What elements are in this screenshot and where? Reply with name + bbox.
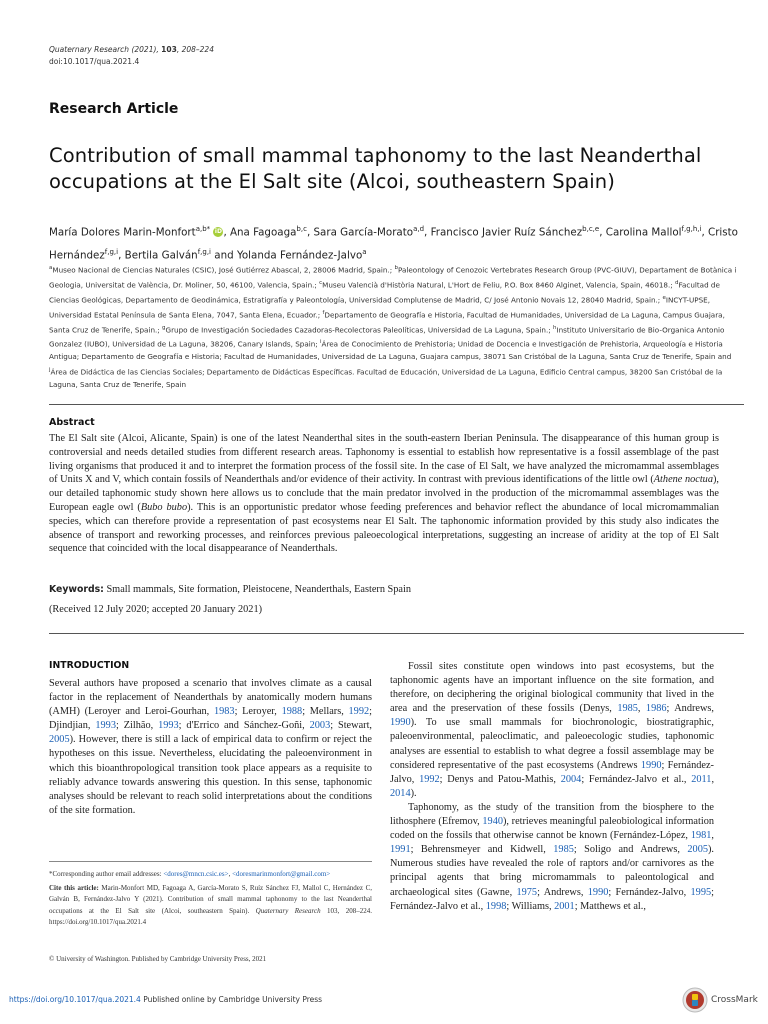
footer-doi-link[interactable]: https://doi.org/10.1017/qua.2021.4 bbox=[9, 995, 141, 1004]
affiliation-mark: j bbox=[49, 366, 51, 373]
author-affiliation-marks: b,c bbox=[296, 225, 307, 233]
abstract-text-3: ). This is an opportunistic predator whose feeding preferences and behavior reflect the abundance of local micromammalian species, which can therefore provide a representation of past ecosystems near El Salt. The taphonomic information provided by this study also indicates the absence of transport and reworking processes, and reinforces previous paleoecological interpretations, suggesting an increase of aridity at the top of El Salt sequence that coincided with the local disappearance of Neanderthals. bbox=[49, 501, 719, 555]
affiliation-mark: i bbox=[320, 339, 322, 346]
citation-link[interactable]: 1992 bbox=[348, 706, 370, 718]
affiliation-mark: h bbox=[552, 324, 557, 331]
citation-link[interactable]: 1985 bbox=[617, 703, 638, 715]
affiliation-text: Facultad de Ciencias Geológicas, Departamento de Geodinámica, Estratigrafía y Paleontología, Universidad Complutense de Madrid, C/ José Antonio Novais 12, 28040 Madrid, Spain.; bbox=[49, 280, 720, 305]
citation-link[interactable]: 1990 bbox=[640, 759, 662, 771]
author-name[interactable]: Cristo Hernández bbox=[49, 226, 738, 262]
paragraph-text: ; Leroyer, bbox=[234, 706, 282, 718]
affiliation-text: Instituto Universitario de Bio-Organica Antonio Gonzalez (IUBO), Universidad de La Laguna, 38206, Canary Islands, Spain; bbox=[49, 324, 725, 349]
author-affiliation-marks: f,g,i bbox=[197, 248, 212, 257]
paragraph-text: ). However, there is still a lack of empirical data to confirm or reject the hypotheses on this issue. Nevertheless, elucidating the paleoenvironment in which this bioanthropological transition took place appears as a requisite to reliably advance towards answering this question. In this sense, taphonomic analyses should be relevant to reach solid interpretations about the conditions of the site formation. bbox=[49, 734, 372, 816]
author-name[interactable]: Sara García-Morato bbox=[313, 226, 414, 239]
paragraph-text: ; Mellars, bbox=[302, 706, 349, 718]
email-link-1[interactable]: <dores@mncn.csic.es> bbox=[163, 870, 229, 878]
doi: doi:10.1017/qua.2021.4 bbox=[49, 57, 140, 66]
cite-journal: Quaternary Research bbox=[255, 906, 321, 915]
corresponding-author bbox=[49, 869, 372, 881]
author-name[interactable]: Ana Fagoaga bbox=[229, 226, 297, 239]
paragraph-text: ). To use small mammals for biochronologic, biostratigraphic, paleoenvironmental, paleoclimatic, and paleoecologic studies, taphonomic analyses are essential to establish to what degree a fossil assemblage may be considered representative of the past ecosystems (Andrews bbox=[390, 717, 714, 771]
affiliation-mark: c bbox=[319, 279, 323, 286]
author-name[interactable]: Bertila Galván bbox=[124, 249, 198, 262]
footnotes bbox=[49, 869, 372, 929]
author-name[interactable]: María Dolores Marin-Monfort bbox=[49, 226, 196, 239]
keywords bbox=[49, 584, 719, 595]
author-affiliation-marks: b,c,e bbox=[582, 225, 600, 233]
email-link-2[interactable]: <doresmarinmonfort@gmail.com> bbox=[232, 870, 331, 878]
affiliation-text: Museu Valencià d'Història Natural, L'Hort de Feliu, P.O. Box 8460 Alginet, Valencia, Spain, 46018.; bbox=[322, 280, 675, 290]
copyright: © University of Washington. Published by Cambridge University Press, 2021 bbox=[49, 955, 267, 963]
abstract-body bbox=[49, 432, 719, 556]
author-name[interactable]: Francisco Javier Ruíz Sánchez bbox=[430, 226, 583, 239]
paragraph-text: , bbox=[637, 703, 646, 715]
footnote-rule bbox=[49, 861, 372, 862]
citation-link[interactable]: 2001 bbox=[554, 900, 575, 912]
affiliation-text: Grupo de Investigación Sociedades Cazadoras-Recolectoras Paleolíticas, Universidad de La Laguna, Spain.; bbox=[165, 324, 553, 334]
paragraph-text: ; Soligo and Andrews, bbox=[573, 844, 688, 856]
citation-link[interactable]: 1998 bbox=[485, 900, 507, 912]
abstract-heading: Abstract bbox=[49, 417, 95, 428]
paragraph-text: ; Fernández-Jalvo, bbox=[390, 759, 714, 785]
journal-pages: , 208–224 bbox=[176, 45, 214, 54]
affiliation-text: Museo Nacional de Ciencias Naturales (CSIC), José Gutiérrez Abascal, 2, 28006 Madrid, Spain.; bbox=[52, 265, 395, 275]
journal-volume: 103 bbox=[161, 45, 177, 54]
paragraph-text: ; Matthews et al., bbox=[574, 900, 646, 912]
affiliation-mark: g bbox=[162, 324, 166, 331]
paragraph-text: ). Numerous studies have revealed the role of raptors and/or carnivores as the principal agents that bring micromammals to paleontological and archaeological sites (Gawne, bbox=[390, 844, 714, 898]
affiliation-mark: a bbox=[49, 265, 53, 271]
citation-link[interactable]: 2003 bbox=[309, 720, 331, 732]
abstract-text-1: The El Salt site (Alcoi, Alicante, Spain) is one of the latest Neanderthal sites in the south-eastern Iberian Peninsula. The disappearance of this human group is controversial and needs detailed studies from different research areas. Taphonomy is essential to establish how representative is a fossil assemblage of the past living organisms that produced it and to interpret the formation process of the fossil site. In the case of El Salt, we have analyzed the micromammal assemblages of Units X and V, which contain fossils of Neanderthals and/or evidence of their activity. In contrast with previous identifications of the little owl ( bbox=[49, 433, 719, 486]
paragraph-text: ), retrieves meaningful paleobiological information coded on the fossils that otherwise cannot be known (Fernández-López, bbox=[390, 816, 714, 842]
author-affiliation-marks: f,g,i bbox=[104, 248, 119, 257]
cite-label: Cite this article: bbox=[49, 883, 102, 892]
received-dates: (Received 12 July 2020; accepted 20 January 2021) bbox=[49, 604, 263, 615]
abstract-top-rule bbox=[49, 404, 744, 405]
citation-link[interactable]: 1940 bbox=[482, 816, 503, 828]
intro-paragraph-3 bbox=[390, 801, 714, 914]
citation-link[interactable]: 2005 bbox=[49, 734, 70, 746]
email-separator: , bbox=[228, 870, 233, 878]
author-affiliation-marks: a bbox=[362, 248, 367, 257]
cite-text-2: 103, 208–224. https://doi.org/10.1017/qua.2021.4 bbox=[49, 906, 372, 926]
citation-link[interactable]: 1992 bbox=[419, 773, 440, 785]
affiliations bbox=[49, 262, 744, 391]
journal-citation bbox=[49, 44, 214, 56]
affiliation-text: Área de Didáctica de las Ciencias Sociales; Departamento de Didácticas Específicas. Facultad de Educación, Universidad de La Laguna, Edificio Central campus, 38200 San Cristóbal de la Laguna, Santa Cruz de Tenerife, Spain bbox=[49, 367, 723, 389]
paragraph-text: ; d'Errico and Sánchez-Goñi, bbox=[178, 720, 310, 732]
citation-link[interactable]: 2004 bbox=[560, 773, 582, 785]
body-column-right bbox=[390, 660, 714, 914]
paragraph-text: ; Djindjian, bbox=[49, 706, 372, 732]
body-column-left bbox=[49, 677, 372, 818]
intro-paragraph-2 bbox=[390, 660, 714, 801]
citation-link[interactable]: 1990 bbox=[390, 717, 411, 729]
crossmark-badge[interactable] bbox=[682, 987, 758, 1013]
crossmark-label: CrossMark bbox=[711, 995, 758, 1005]
paragraph-text: ; Andrews, bbox=[666, 703, 714, 715]
citation-link[interactable]: 1985 bbox=[553, 844, 574, 856]
paragraph-text: , bbox=[711, 830, 714, 842]
paragraph-text: ; Stewart, bbox=[330, 720, 373, 732]
abstract-bottom-rule bbox=[49, 633, 744, 634]
journal-name: Quaternary Research bbox=[49, 45, 130, 54]
author-affiliation-marks: f,g,h,i bbox=[681, 225, 702, 233]
cite-this-article bbox=[49, 883, 372, 929]
paragraph-text: ). bbox=[410, 787, 417, 799]
abstract-text-2: ), our detailed taphonomic study shown here allows us to conclude that the main predator involved in the production of the micromammal assemblages was the European eagle owl ( bbox=[49, 474, 719, 513]
citation-link[interactable]: 1990 bbox=[587, 886, 609, 898]
paragraph-text: , bbox=[711, 773, 715, 785]
affiliation-text: Departamento de Geografía e Historia, Facultad de Humanidades, Universidad de La Laguna, Campus Guajara, Santa Cruz de Tenerife, Spain.; bbox=[49, 310, 725, 334]
keywords-text: Small mammals, Site formation, Pleistocene, Neanderthals, Eastern Spain bbox=[106, 584, 412, 595]
citation-link[interactable]: 2011 bbox=[691, 773, 712, 785]
abstract-species-2: Bubo bubo bbox=[140, 501, 188, 513]
citation-link[interactable]: 2005 bbox=[687, 844, 708, 856]
paragraph-text: ; Denys and Patou-Mathis, bbox=[439, 773, 561, 785]
keywords-label: Keywords: bbox=[49, 584, 104, 595]
author-name[interactable]: Carolina Mallol bbox=[605, 226, 682, 239]
citation-link[interactable]: 1995 bbox=[690, 886, 712, 898]
citation-link[interactable]: 1981 bbox=[690, 830, 712, 842]
paragraph-text: ; Behrensmeyer and Kidwell, bbox=[410, 844, 554, 856]
cite-text-1: Marin-Monfort MD, Fagoaga A, García-Morato S, Ruíz Sánchez FJ, Mallol C, Hernández C, Galván B, Fernández-Jalvo Y (2021). Contribution of small mammal taphonomy to the last Neanderthal occupations at the El Salt site (Alcoi, southeastern Spain). bbox=[49, 883, 372, 915]
article-type: Research Article bbox=[49, 101, 179, 117]
citation-link[interactable]: 1993 bbox=[158, 720, 179, 732]
paragraph-text: ; Williams, bbox=[506, 900, 555, 912]
abstract-species-1: Athene noctua bbox=[653, 474, 713, 486]
paragraph-text: ; Zilhão, bbox=[115, 720, 159, 732]
affiliation-mark: f bbox=[322, 309, 325, 316]
author-affiliation-marks: a,b* bbox=[195, 225, 211, 233]
citation-link[interactable]: 1991 bbox=[390, 844, 411, 856]
paragraph-text: Taphonomy, as the study of the transition from the biosphere to the lithosphere (Efremov, bbox=[390, 801, 714, 828]
intro-paragraph-1 bbox=[49, 677, 372, 818]
affiliation-mark: e bbox=[662, 294, 666, 301]
citation-link[interactable]: 1993 bbox=[95, 720, 116, 732]
published-text: Published online by Cambridge University Press bbox=[140, 995, 323, 1004]
paragraph-text: Several authors have proposed a scenario that involves climate as a causal factor in the replacement of Neanderthals by anatomically modern humans (AMH) (Leroyer and Leroi-Gourhan, bbox=[49, 678, 372, 718]
journal-year: (2021), bbox=[131, 45, 159, 54]
citation-link[interactable]: 2014 bbox=[390, 787, 411, 799]
published-online bbox=[9, 995, 322, 1004]
paragraph-text: ; Fernández-Jalvo, bbox=[608, 886, 691, 898]
paragraph-text: Fossil sites constitute open windows into past ecosystems, but the taphonomic agents have an important influence on the site formation, and therefore, on deciphering the original biological community that lived in the area and the preservation of these fossils (Denys, bbox=[390, 661, 714, 715]
affiliation-text: Paleontology of Cenozoic Vertebrates Research Group (PVC-GIUV), Departament de Botànica i Geologia, Universitat de València, Dr. Moliner, 50, 46100, Valencia, Spain.; bbox=[49, 265, 737, 290]
citation-link[interactable]: 1988 bbox=[281, 706, 303, 718]
affiliation-text: Área de Conocimiento de Prehistoria; Unidad de Docencia e Investigación de Prehistoria, Arqueología e Historia Antigua; Departamento de Geografía e Historia; Facultad de Humanidades, Universidad de La Laguna, Guajara campus, 38071 San Cristóbal de la Laguna, Santa Cruz de Tenerife, Spain and bbox=[49, 339, 732, 362]
affiliation-text: INCYT-UPSE, Universidad Estatal Península de Santa Elena, 7047, Santa Elena, Ecuador.; bbox=[49, 295, 711, 320]
author-name[interactable]: Yolanda Fernández-Jalvo bbox=[236, 249, 363, 262]
paragraph-text: ; Fernández-Jalvo et al., bbox=[581, 773, 692, 785]
orcid-icon[interactable]: iD bbox=[214, 228, 222, 236]
corr-label: *Corresponding author email addresses: bbox=[49, 870, 164, 878]
citation-link[interactable]: 1986 bbox=[645, 703, 667, 715]
affiliation-mark: b bbox=[394, 265, 398, 271]
affiliation-mark: d bbox=[674, 279, 679, 286]
paragraph-text: ; Andrews, bbox=[537, 886, 588, 898]
citation-link[interactable]: 1975 bbox=[516, 886, 538, 898]
citation-link[interactable]: 1983 bbox=[213, 706, 235, 718]
paragraph-text: ; Fernández-Jalvo et al., bbox=[390, 886, 714, 912]
introduction-heading: INTRODUCTION bbox=[49, 660, 130, 671]
author-list: María Dolores Marin-Monfort$^{a,b*}$ iD, Ana Fagoaga$^{b,c}$, Sara García-Morato$^{a,d}$, Francisco Javier Ruíz Sánchez$^{b,c,e}$, Carolina Mallol$^{f,g,h,i}$, Cristo Hernández$^{f,g,i}$, Bertila Galván$^{f,g,i}$ and Yolanda Fernández-Jalvo$^a$ bbox=[49, 225, 738, 262]
crossmark-icon bbox=[682, 987, 708, 1013]
article-title: Contribution of small mammal taphonomy to the last Neanderthal occupations at the El Salt site (Alcoi, southeastern Spain) bbox=[49, 144, 702, 193]
author-affiliation-marks: a,d bbox=[413, 225, 425, 233]
